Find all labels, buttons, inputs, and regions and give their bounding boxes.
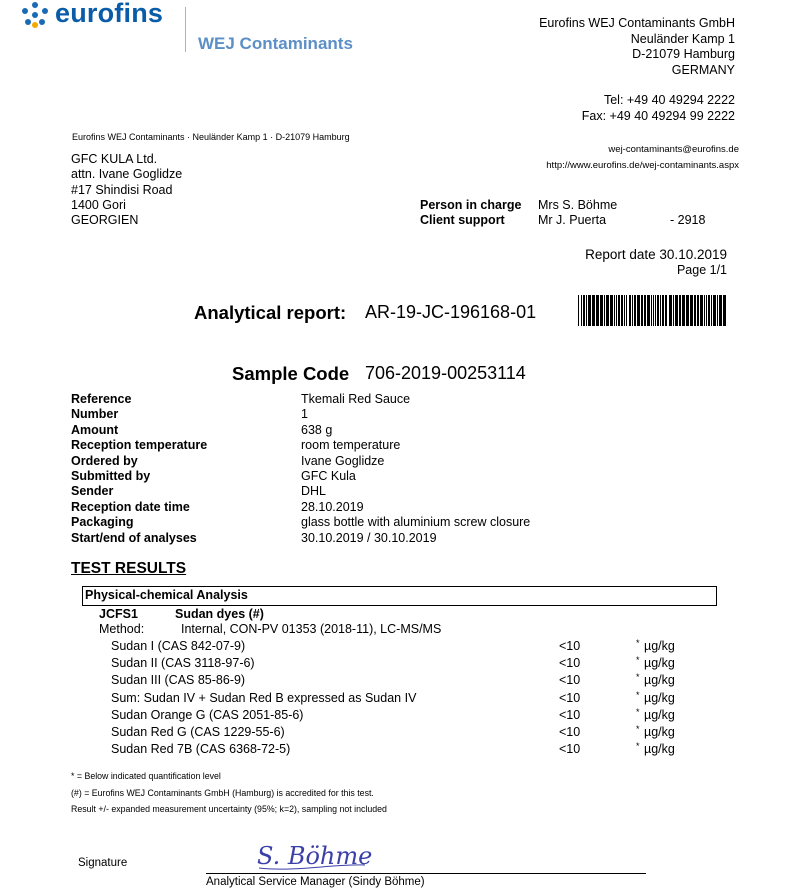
analytical-report-number: AR-19-JC-196168-01	[365, 302, 537, 322]
division-name: WEJ Contaminants	[198, 34, 353, 53]
handwritten-signature	[253, 834, 373, 874]
company-address	[539, 16, 735, 78]
analyte-name: Sum: Sudan IV + Sudan Red B expressed as Sudan IV	[111, 690, 417, 705]
company-name: Eurofins WEJ Contaminants GmbH	[539, 16, 735, 30]
results-table	[111, 638, 704, 758]
person-in-charge-label: Person in charge	[420, 198, 522, 212]
analysis-section-header	[82, 586, 717, 606]
signatory-name: Analytical Service Manager (Sindy Böhme)	[206, 876, 425, 888]
footnote-marker: *	[636, 689, 640, 700]
logo-wordmark: eurofins	[55, 0, 164, 28]
analytical-report-label: Analytical report:	[194, 302, 347, 323]
barcode-icon	[578, 295, 727, 326]
footnote-marker: *	[636, 638, 640, 648]
detail-label: Reception temperature	[71, 438, 208, 453]
signature-script: S. Böhme	[257, 842, 373, 870]
web-contacts	[546, 142, 739, 174]
detail-label: Submitted by	[71, 469, 151, 484]
detail-row	[71, 484, 601, 499]
table-row	[111, 638, 704, 655]
detail-label: Sender	[71, 484, 114, 499]
result-value: <10	[559, 707, 581, 722]
detail-row	[71, 515, 601, 530]
detail-row	[71, 423, 601, 438]
detail-value: 1	[301, 407, 308, 422]
sample-details	[71, 392, 601, 546]
analysis-section-title: Physical-chemical Analysis	[85, 588, 248, 602]
fax: Fax: +49 40 49294 99 2222	[581, 108, 735, 123]
detail-value: DHL	[301, 484, 327, 499]
footnote-marker: *	[636, 672, 640, 683]
footnote-marker: *	[636, 724, 640, 735]
footnote: * = Below indicated quantification level	[71, 771, 221, 781]
result-value: <10	[559, 725, 581, 740]
sender-return-address: Eurofins WEJ Contaminants · Neuländer Kamp 1 · D-21079 Hamburg	[72, 132, 350, 142]
detail-row	[71, 407, 601, 422]
sample-code-value: 706-2019-00253114	[365, 363, 526, 383]
detail-value: room temperature	[301, 438, 401, 453]
client-support-label: Client support	[420, 213, 505, 228]
detail-row	[71, 531, 601, 546]
detail-label: Reception date time	[71, 499, 190, 514]
signature-line	[206, 873, 646, 874]
footnote-marker: *	[636, 706, 640, 717]
result-unit: µg/kg	[644, 639, 675, 653]
detail-row	[71, 469, 601, 484]
recipient-line: GEORGIEN	[71, 213, 139, 228]
table-row	[111, 655, 704, 672]
detail-row	[71, 500, 601, 515]
logo-divider	[185, 7, 186, 52]
recipient-address	[71, 152, 182, 228]
detail-label: Start/end of analyses	[71, 530, 197, 545]
analyte-name: Sudan II (CAS 3118-97-6)	[111, 656, 255, 671]
footnote-marker: *	[636, 741, 640, 752]
result-unit: µg/kg	[644, 742, 675, 757]
company-country: GERMANY	[671, 62, 735, 77]
detail-value: GFC Kula	[301, 469, 356, 484]
recipient-line: GFC KULA Ltd.	[71, 152, 158, 166]
company-street: Neuländer Kamp 1	[630, 31, 735, 46]
result-value: <10	[559, 656, 581, 671]
detail-row	[71, 438, 601, 453]
result-unit: µg/kg	[644, 673, 675, 688]
test-code-line	[99, 607, 264, 621]
detail-value: Ivane Goglidze	[301, 453, 385, 468]
logo-dots-icon	[22, 2, 48, 28]
method-line	[99, 622, 441, 636]
person-in-charge-value: Mrs S. Böhme	[538, 198, 618, 212]
email-link[interactable]: wej-contaminants@eurofins.de	[608, 144, 739, 155]
recipient-line: attn. Ivane Goglidze	[71, 167, 183, 182]
test-name: Sudan dyes (#)	[175, 607, 264, 621]
result-unit: µg/kg	[644, 690, 675, 705]
analyte-name: Sudan Red G (CAS 1229-55-6)	[111, 725, 285, 740]
detail-value: 638 g	[301, 422, 333, 437]
analyte-name: Sudan Red 7B (CAS 6368-72-5)	[111, 742, 291, 757]
test-results-heading: TEST RESULTS	[71, 560, 187, 577]
signature-label: Signature	[78, 857, 128, 869]
footnotes	[71, 768, 387, 818]
recipient-line: #17 Shindisi Road	[71, 182, 173, 197]
detail-value: 30.10.2019 / 30.10.2019	[301, 530, 437, 545]
method-label: Method:	[99, 622, 145, 636]
client-support-extension: - 2918	[670, 213, 706, 228]
result-unit: µg/kg	[644, 725, 675, 740]
page-number: Page 1/1	[676, 263, 727, 277]
result-unit: µg/kg	[644, 656, 675, 671]
detail-label: Number	[71, 407, 119, 422]
test-code: JCFS1	[99, 607, 138, 621]
detail-row	[71, 392, 601, 407]
detail-row	[71, 454, 601, 469]
detail-label: Reference	[71, 392, 132, 406]
table-row	[111, 724, 704, 741]
footnote: (#) = Eurofins WEJ Contaminants GmbH (Hamburg) is accredited for this test.	[71, 787, 374, 798]
sample-code-label: Sample Code	[232, 363, 350, 384]
footnote: Result +/- expanded measurement uncertainty (95%; k=2), sampling not included	[71, 804, 387, 814]
detail-label: Packaging	[71, 515, 134, 530]
detail-value: glass bottle with aluminium screw closure	[301, 515, 531, 530]
contact-persons	[420, 198, 705, 229]
result-value: <10	[559, 690, 581, 705]
detail-label: Ordered by	[71, 453, 138, 468]
table-row	[111, 690, 704, 707]
table-row	[111, 707, 704, 724]
client-support-value: Mr J. Puerta	[538, 213, 607, 228]
analyte-name: Sudan III (CAS 85-86-9)	[111, 673, 246, 688]
eurofins-logo	[22, 2, 187, 50]
result-value: <10	[559, 673, 581, 688]
company-city: D-21079 Hamburg	[632, 47, 735, 61]
footnote-marker: *	[636, 655, 640, 666]
website-link[interactable]: http://www.eurofins.de/wej-contaminants.aspx	[546, 160, 739, 171]
telephone: Tel: +49 40 49294 2222	[603, 93, 735, 107]
table-row	[111, 741, 704, 758]
detail-value: 28.10.2019	[301, 499, 364, 514]
phone-block	[582, 93, 735, 124]
detail-value: Tkemali Red Sauce	[301, 392, 411, 406]
result-value: <10	[559, 742, 581, 757]
analyte-name: Sudan Orange G (CAS 2051-85-6)	[111, 707, 304, 722]
table-row	[111, 672, 704, 689]
recipient-line: 1400 Gori	[71, 197, 126, 212]
report-date: Report date 30.10.2019	[585, 247, 727, 262]
analyte-name: Sudan I (CAS 842-07-9)	[111, 639, 246, 653]
result-value: <10	[559, 639, 581, 653]
method-value: Internal, CON-PV 01353 (2018-11), LC-MS/MS	[181, 622, 442, 636]
result-unit: µg/kg	[644, 707, 675, 722]
detail-label: Amount	[71, 422, 119, 437]
